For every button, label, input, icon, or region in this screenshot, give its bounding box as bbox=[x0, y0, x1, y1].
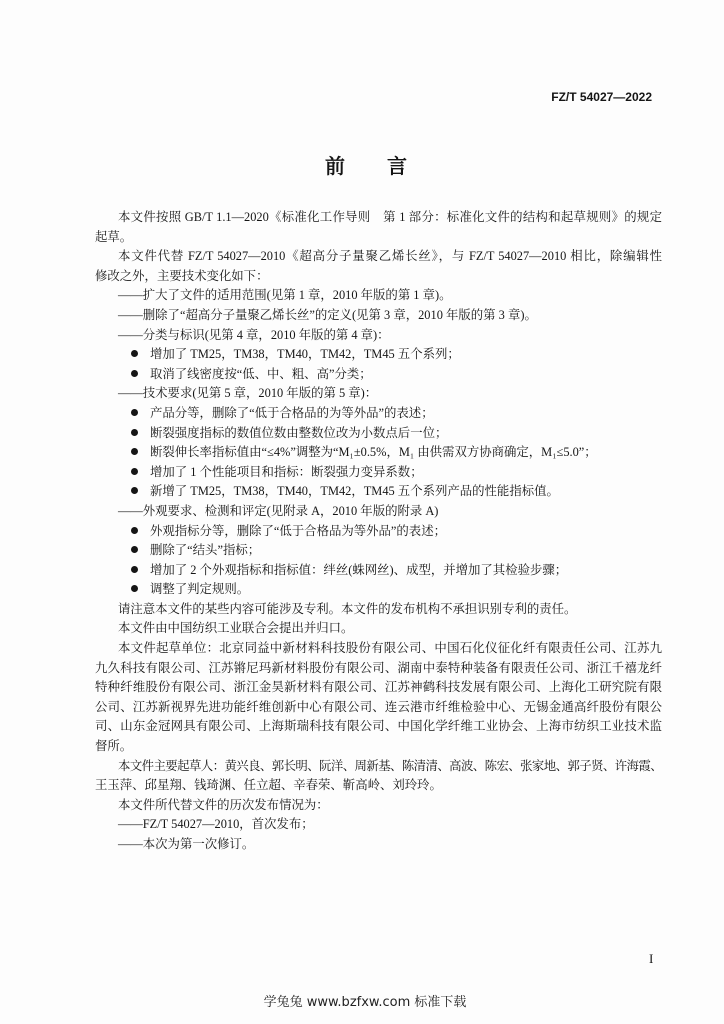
bullet-icon bbox=[131, 429, 138, 436]
paragraph-line: 司、山东金冠网具有限公司、上海斯瑞科技有限公司、中国化学纤维工业协会、上海市纺织工业技术监 bbox=[95, 719, 662, 734]
foreword-body bbox=[95, 208, 662, 855]
sub-item bbox=[95, 580, 662, 600]
paragraph-line: 本文件按照 GB/T 1.1—2020《标准化工作导则 第 1 部分：标准化文件的结构和起草规则》的规定 bbox=[118, 210, 662, 224]
footer-watermark: 学兔兔 www.bzfxw.com 标准下载 bbox=[263, 995, 467, 1010]
paragraph-line: 王玉萍、邱星翔、钱琦渊、任立超、辛春荣、靳高岭、刘玲玲。 bbox=[95, 778, 442, 793]
bullet-icon bbox=[131, 487, 138, 494]
change-item: ——删除了“超高分子量聚乙烯长丝”的定义(见第 3 章，2010 年版的第 3 章)。 bbox=[118, 307, 537, 322]
sub-item bbox=[95, 424, 662, 444]
paragraph-line: 公司、江苏新视界先进功能纤维创新中心有限公司、连云港市纤维检验中心、无锡金通高纤股份有限公 bbox=[95, 699, 662, 714]
paragraph-drafting-units bbox=[95, 639, 662, 757]
history-item: ——FZ/T 54027—2010，首次发布； bbox=[118, 817, 314, 832]
history-intro: 本文件所代替文件的历次发布情况为： bbox=[118, 797, 329, 812]
sub-item-text: 增加了 1 个性能项目和指标：断裂强力变异系数； bbox=[150, 464, 423, 479]
standard-number: FZ/T 54027—2022 bbox=[551, 90, 652, 104]
change-item: ——技术要求(见第 5 章，2010 年版的第 5 章)： bbox=[118, 386, 378, 401]
paragraph-line: 督所。 bbox=[95, 739, 133, 754]
paragraph-line: 修改之外，主要技术变化如下： bbox=[95, 268, 269, 283]
bullet-icon bbox=[131, 350, 138, 357]
bullet-icon bbox=[131, 370, 138, 377]
page-number: I bbox=[649, 951, 654, 966]
bullet-icon bbox=[131, 409, 138, 416]
paragraph-line: 本文件主要起草人：黄兴良、郭长明、阮洋、周新基、陈清清、高波、陈宏、张家地、郭子贤、许海霞、 bbox=[118, 758, 662, 773]
paragraph-line: 九久科技有限公司、江苏锵尼玛新材料股份有限公司、湖南中泰特种装备有限责任公司、浙江千禧龙纤 bbox=[95, 660, 662, 675]
bullet-icon bbox=[131, 585, 138, 592]
paragraph-drafting-basis bbox=[95, 208, 662, 247]
sub-item-text: 增加了 TM25，TM38，TM40，TM42，TM45 五个系列； bbox=[150, 347, 460, 362]
sub-item-text: 增加了 2 个外观指标和指标值：绊丝(蛛网丝)、成型，并增加了其检验步骤； bbox=[150, 562, 568, 577]
paragraph-replacement bbox=[95, 247, 662, 286]
sub-item-text: 产品分等，删除了“低于合格品的为等外品”的表述； bbox=[150, 405, 434, 420]
change-item: ——扩大了文件的适用范围(见第 1 章，2010 年版的第 1 章)。 bbox=[118, 288, 452, 303]
paragraph-line: 起草。 bbox=[95, 229, 133, 244]
history-item: ——本次为第一次修订。 bbox=[118, 837, 255, 851]
patent-notice: 请注意本文件的某些内容可能涉及专利。本文件的发布机构不承担识别专利的责任。 bbox=[118, 601, 577, 616]
history-list bbox=[95, 815, 662, 854]
sub-item-text: 断裂强度指标的数值位数由整数位改为小数点后一位； bbox=[150, 425, 448, 440]
change-item: ——外观要求、检测和评定(见附录 A，2010 年版的附录 A) bbox=[118, 503, 439, 518]
sub-item bbox=[95, 561, 662, 581]
bullet-icon bbox=[131, 566, 138, 573]
sub-item-text: 断裂伸长率指标值由“≤4%”调整为“M₁±0.5%，M₁ 由供需双方协商确定，M₁≤5.0”； bbox=[150, 445, 597, 460]
sub-item bbox=[95, 463, 662, 483]
sub-item bbox=[95, 522, 662, 542]
paragraph-line: 本文件起草单位：北京同益中新材料科技股份有限公司、中国石化仪征化纤有限责任公司、江苏九 bbox=[118, 641, 662, 656]
sub-item bbox=[95, 404, 662, 424]
sub-item-text: 调整了判定规则。 bbox=[150, 582, 250, 597]
sub-item bbox=[95, 345, 662, 365]
paragraph-drafters bbox=[95, 757, 662, 796]
bullet-icon bbox=[131, 546, 138, 553]
bullet-icon bbox=[131, 527, 138, 534]
sub-item bbox=[95, 482, 662, 502]
sub-item-text: 新增了 TM25，TM38，TM40，TM42，TM45 五个系列产品的性能指标值。 bbox=[150, 484, 559, 499]
paragraph-line: 特种纤维股份有限公司、浙江金昊新材料有限公司、江苏神鹤科技发展有限公司、上海化工研究院有限 bbox=[95, 680, 662, 695]
bullet-icon bbox=[131, 468, 138, 475]
bullet-icon bbox=[131, 448, 138, 455]
sub-item-text: 取消了线密度按“低、中、粗、高”分类； bbox=[150, 366, 372, 381]
change-item: ——分类与标识(见第 4 章，2010 年版的第 4 章)： bbox=[118, 327, 390, 342]
page-title: 前言 bbox=[325, 154, 449, 178]
sub-item-text: 删除了“结头”指标； bbox=[150, 543, 261, 558]
sub-item bbox=[95, 365, 662, 385]
change-list bbox=[95, 286, 662, 600]
sub-item bbox=[95, 541, 662, 561]
proposer-statement: 本文件由中国纺织工业联合会提出并归口。 bbox=[118, 621, 354, 636]
sub-item-text: 外观指标分等，删除了“低于合格品为等外品”的表述； bbox=[150, 523, 446, 538]
sub-item bbox=[95, 443, 662, 463]
paragraph-line: 本文件代替 FZ/T 54027—2010《超高分子量聚乙烯长丝》，与 FZ/T 54027—2010 相比，除编辑性 bbox=[118, 249, 662, 264]
